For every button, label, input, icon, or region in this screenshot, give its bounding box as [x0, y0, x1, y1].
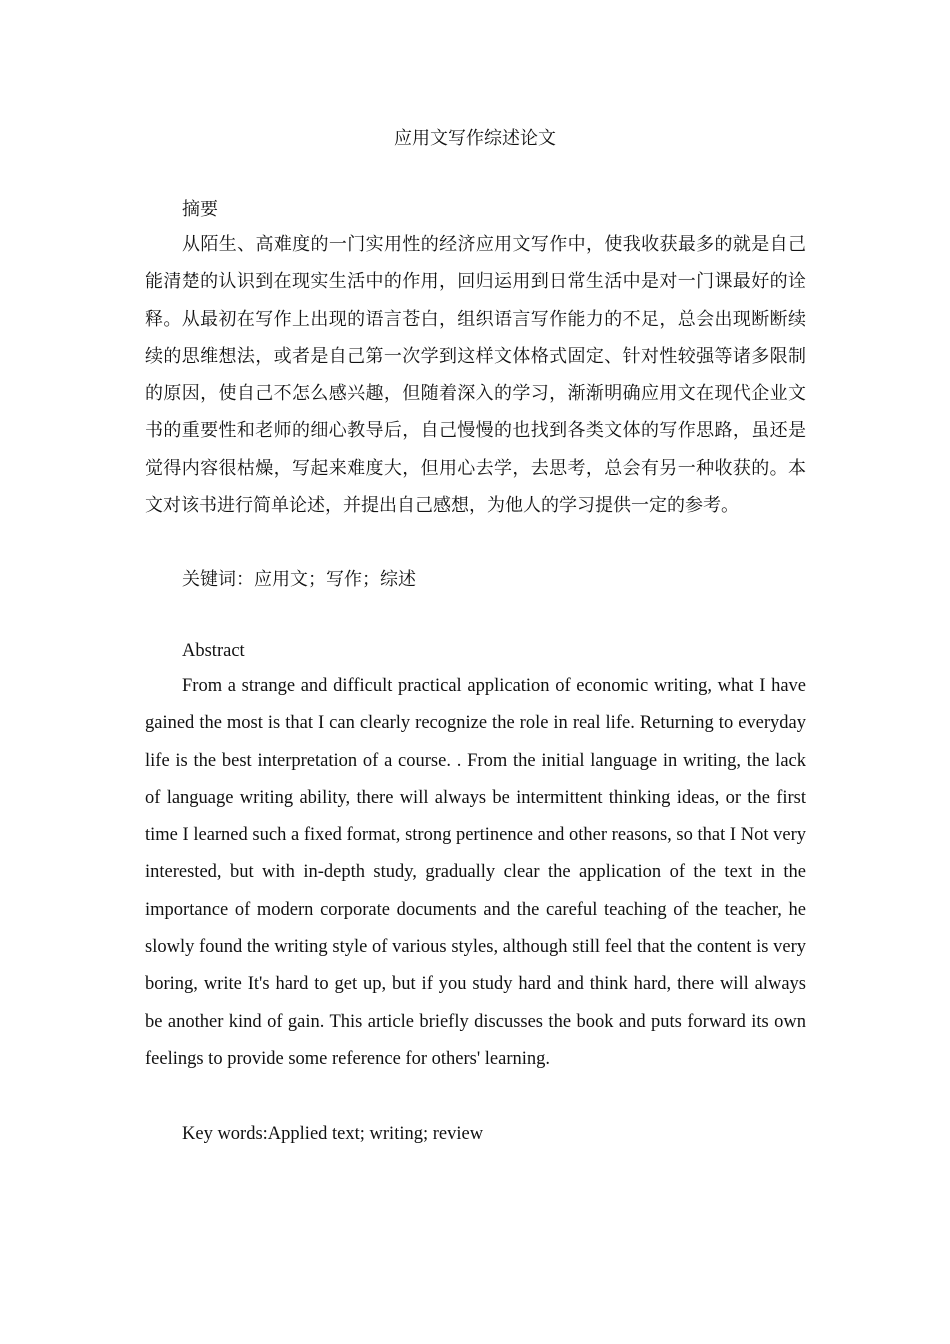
abstract-en-keywords: Key words:Applied text; writing; review [182, 1124, 484, 1144]
abstract-cn-body: 从陌生、高难度的一门实用性的经济应用文写作中，使我收获最多的就是自己能清楚的认识到在现实生活中的作用，回归运用到日常生活中是对一门课最好的诠释。从最初在写作上出现的语言苍白，组织语言写作能力的不足，总会出现断断续续的思维想法，或者是自己第一次学到这样文体格式固定、针对性较强等诸多限制的原因，使自己不怎么感兴趣，但随着深入的学习，渐渐明确应用文在现代企业文书的重要性和老师的细心教导后，自己慢慢的也找到各类文体的写作思路，虽还是觉得内容很枯燥，写起来难度大，但用心去学，去思考，总会有另一种收获的。本文对该书进行简单论述，并提出自己感想，为他人的学习提供一定的参考。 [145, 234, 806, 517]
abstract-en-heading: Abstract [182, 641, 245, 661]
abstract-cn-heading: 摘要 [182, 199, 218, 220]
document-title: 应用文写作综述论文 [394, 128, 556, 149]
abstract-cn-keywords: 关键词：应用文；写作；综述 [182, 569, 416, 590]
abstract-en-body: From a strange and difficult practical application of economic writing, what I have gained the most is that I can clearly recognize the role in real life. Returning to everyday life is the best interpretation of a course. . From the initial language in writing, the lack of language writing ability, there will always be intermittent thinking ideas, or the first time I learned such a fixed format, strong pertinence and other reasons, so that I Not very interested, but with in-depth study, gradually clear the application of the text in the importance of modern corporate documents and the careful teaching of the teacher, he slowly found the writing style of various styles, although still feel that the content is very boring, write It's hard to get up, but if you study hard and think hard, there will always be another kind of gain. This article briefly discusses the book and puts forward its own feelings to provide some reference for others' learning. [145, 676, 806, 1069]
